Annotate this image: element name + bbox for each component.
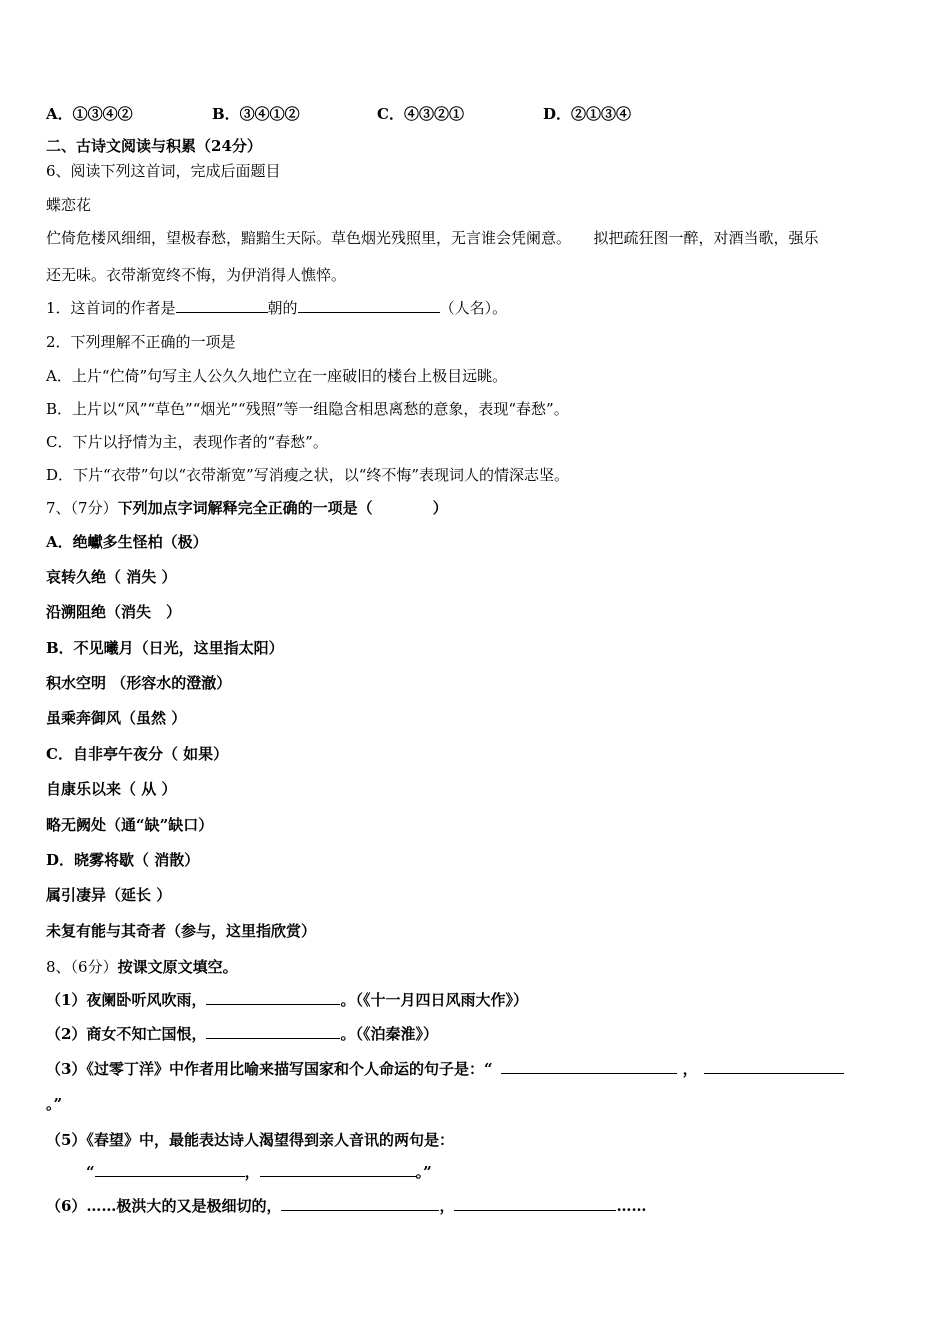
q6-sub1-text-b: 朝的 xyxy=(267,299,298,317)
q6-option-a: A．上片“伫倚”句写主人公久久地伫立在一座破旧的楼台上极目远眺。 xyxy=(46,367,508,385)
q8-item-5-close: 。” xyxy=(415,1163,432,1181)
poem-line-1: 伫倚危楼风细细，望极春愁，黯黯生天际。草色烟光残照里，无言谁会凭阑意。 拟把疏狂图一醉，对酒当歌，强乐 xyxy=(46,229,819,247)
q8-item-2-text-a: （2）商女不知亡国恨， xyxy=(46,1025,207,1043)
q8-item-1 xyxy=(46,990,910,1010)
q8-item-5-open-quote: “ xyxy=(86,1163,95,1181)
q8-item-6-ellipsis: …… xyxy=(616,1197,647,1215)
q8-question: 按课文原文填空。 xyxy=(117,958,238,976)
q7-line-b2: 积水空明 （形容水的澄澈） xyxy=(46,674,232,692)
q8-stem xyxy=(46,957,910,977)
q8-item-1-blank[interactable] xyxy=(206,990,340,1005)
q7-line-d1: D．晓雾将歇（ 消散） xyxy=(46,851,200,869)
q8-item-6-text-a: （6）……极洪大的又是极细切的， xyxy=(46,1197,282,1215)
q7-line-c1: C．自非亭午夜分（ 如果） xyxy=(46,745,229,763)
q5-option-d: D．②①③④ xyxy=(543,105,632,123)
q8-item-3-blank-1[interactable] xyxy=(501,1059,677,1074)
q8-item-1-text-a: （1）夜阑卧听风吹雨， xyxy=(46,991,207,1009)
poem-title: 蝶恋花 xyxy=(46,196,92,214)
q8-item-3-text-a: （3）《过零丁洋》中作者用比喻来描写国家和个人命运的句子是：“ xyxy=(46,1060,493,1078)
q7-line-a2: 哀转久绝（ 消失 ） xyxy=(46,568,177,586)
q6-sub1-text-a: 1．这首词的作者是 xyxy=(46,299,176,317)
q7-score: 7、（7分） xyxy=(46,499,118,517)
author-name-blank[interactable] xyxy=(298,298,440,313)
q8-item-1-text-b: 。（《十一月四日风雨大作》） xyxy=(340,991,528,1009)
q7-line-c3: 略无阙处（通“缺”缺口） xyxy=(46,816,214,834)
q7-line-a3: 沿溯阻绝（消失 ） xyxy=(46,603,182,621)
q8-item-5: （5）《春望》中，最能表达诗人渴望得到亲人音讯的两句是： xyxy=(46,1131,454,1149)
q8-item-5-blank-1[interactable] xyxy=(95,1162,245,1177)
q7-question: 下列加点字词解释完全正确的一项是（ ） xyxy=(117,499,448,517)
q8-score: 8、（6分） xyxy=(46,958,118,976)
q8-item-5-blank-2[interactable] xyxy=(260,1162,416,1177)
q6-sub2: 2．下列理解不正确的一项是 xyxy=(46,333,236,351)
q7-line-c2: 自康乐以来（ 从 ） xyxy=(46,780,177,798)
q8-item-5-comma: ， xyxy=(244,1163,260,1181)
q8-item-2 xyxy=(46,1024,910,1044)
q8-item-3-end: 。” xyxy=(46,1095,63,1113)
q7-line-b3: 虽乘奔御风（虽然 ） xyxy=(46,709,187,727)
q6-sub1 xyxy=(46,298,910,318)
author-dynasty-blank[interactable] xyxy=(176,298,268,313)
q8-item-6-blank-2[interactable] xyxy=(454,1196,616,1211)
q7-line-d3: 未复有能与其奇者（参与，这里指欣赏） xyxy=(46,922,317,940)
q6-stem: 6、阅读下列这首词，完成后面题目 xyxy=(46,162,281,180)
q6-option-d: D．下片“衣带”句以“衣带渐宽”写消瘦之状，以“终不悔”表现词人的情深志坚。 xyxy=(46,466,570,484)
q8-item-6 xyxy=(46,1196,910,1216)
q8-item-2-text-b: 。（《泊秦淮》） xyxy=(340,1025,438,1043)
q8-item-3-blank-2[interactable] xyxy=(704,1059,844,1074)
q7-line-b1: B．不见曦月（日光，这里指太阳） xyxy=(46,639,284,657)
q7-stem xyxy=(46,498,910,518)
q8-item-2-blank[interactable] xyxy=(206,1024,340,1039)
q8-item-5-answer xyxy=(46,1162,910,1182)
q8-item-3 xyxy=(46,1059,910,1079)
q5-option-c: C．④③②① xyxy=(377,105,464,123)
q8-item-3-comma: ， xyxy=(682,1060,698,1078)
q7-line-d2: 属引凄异（延长 ） xyxy=(46,886,172,904)
q8-item-6-blank-1[interactable] xyxy=(281,1196,439,1211)
poem-line-2: 还无味。衣带渐宽终不悔，为伊消得人憔悴。 xyxy=(46,266,347,284)
q5-option-b: B．③④①② xyxy=(212,105,300,123)
q6-sub1-text-c: （人名）。 xyxy=(439,299,508,317)
q5-option-a: A．①③④② xyxy=(46,105,133,123)
q7-line-a1: A．绝巘多生怪柏（极） xyxy=(46,533,208,551)
q8-item-6-comma: ， xyxy=(439,1197,455,1215)
q6-option-c: C．下片以抒情为主，表现作者的“春愁”。 xyxy=(46,433,328,451)
section2-title: 二、古诗文阅读与积累（24分） xyxy=(46,137,262,155)
q6-option-b: B．上片以“风”“草色”“烟光”“残照”等一组隐含相思离愁的意象，表现“春愁”。 xyxy=(46,400,569,418)
